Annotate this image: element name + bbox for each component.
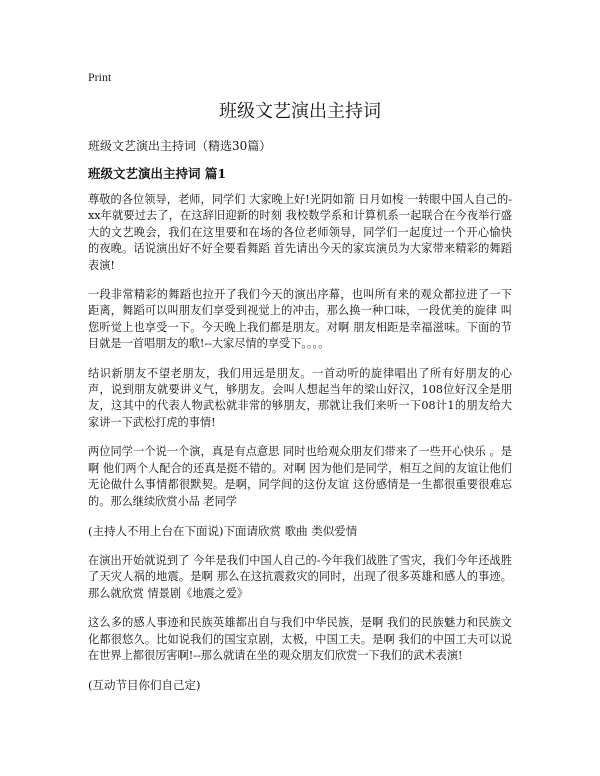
paragraph-interactive: (互动节目你们自己定) [88, 678, 201, 693]
document-subtitle: 班级文艺演出主持词（精选30篇） [88, 139, 272, 153]
paragraph-classmates: 两位同学一个说一个演，真是有点意思 同时也给观众朋友们带来了一些开心快乐 。是啊 他们两个人配合的还真是挺不错的。对啊 因为他们是同学，相互之间的友谊让他们无论做什么事情都很默契。是啊，同学间的这份友谊 这份感情是一生都很重要很难忘的。那么继续欣赏小品 老同学 [88, 445, 512, 508]
page-title: 班级文艺演出主持词 [219, 101, 381, 122]
paragraph-earthquake: 在演出开始就说到了 今年是我们中国人自己的-今年我们战胜了雪灾，我们今年还战胜了天灾人祸的地震。是啊 那么在这抗震救灾的同时，出现了很多英雄和感人的事迹。那么就欣赏 情景剧《地震之爱》 [88, 553, 512, 600]
section-heading: 班级文艺演出主持词 篇1 [88, 166, 227, 181]
paragraph-song-intro: (主持人不用上台在下面说)下面请欣赏 歌曲 类似爱情 [88, 523, 358, 538]
print-label[interactable]: Print [88, 70, 112, 84]
paragraph-dance: 一段非常精彩的舞蹈也拉开了我们今天的演出序幕，也叫所有来的观众都拉进了一下距离，舞蹈可以叫朋友们享受到视觉上的冲击，那么换一种口味，一段优美的旋律 叫您听觉上也享受一下。今天晚上我们都是朋友。对啊 朋友相距是幸福滋味。下面的节目就是一首唱朋友的歌!--大家尽情的享受下。。。。 [88, 288, 512, 351]
paragraph-martial-arts: 这么多的感人事迹和民族英雄都出自与我们中华民族，是啊 我们的民族魅力和民族文化都很悠久。比如说我们的国宝京剧，太极，中国工夫。是啊 我们的中国工夫可以说在世界上都很厉害啊!--那么就请在坐的观众朋友们欣赏一下我们的武术表演! [88, 616, 512, 662]
paragraph-friends: 结识新朋友不望老朋友，我们用远是朋友。一首动听的旋律唱出了所有好朋友的心声，说到朋友就要讲义气，够朋友。会叫人想起当年的梁山好汉，108位好汉全是朋友，这其中的代表人物武松就非常的够朋友，那就让我们来听一下08计1的朋友给大家讲一下武松打虎的事情! [88, 366, 512, 429]
paragraph-greeting: 尊敬的各位领导，老师，同学们 大家晚上好!光阴如箭 日月如梭 一转眼中国人自己的-xx年就要过去了，在这辞旧迎新的时刻 我校数学系和计算机系一起联合在今夜举行盛大的文艺晚会，我们在这里要和在场的各位老师领导，同学们一起度过一个开心愉快的夜晚。话说演出好不好全要看舞蹈 首先请出今天的家宾演员为大家带来精彩的舞蹈表演! [88, 193, 512, 272]
